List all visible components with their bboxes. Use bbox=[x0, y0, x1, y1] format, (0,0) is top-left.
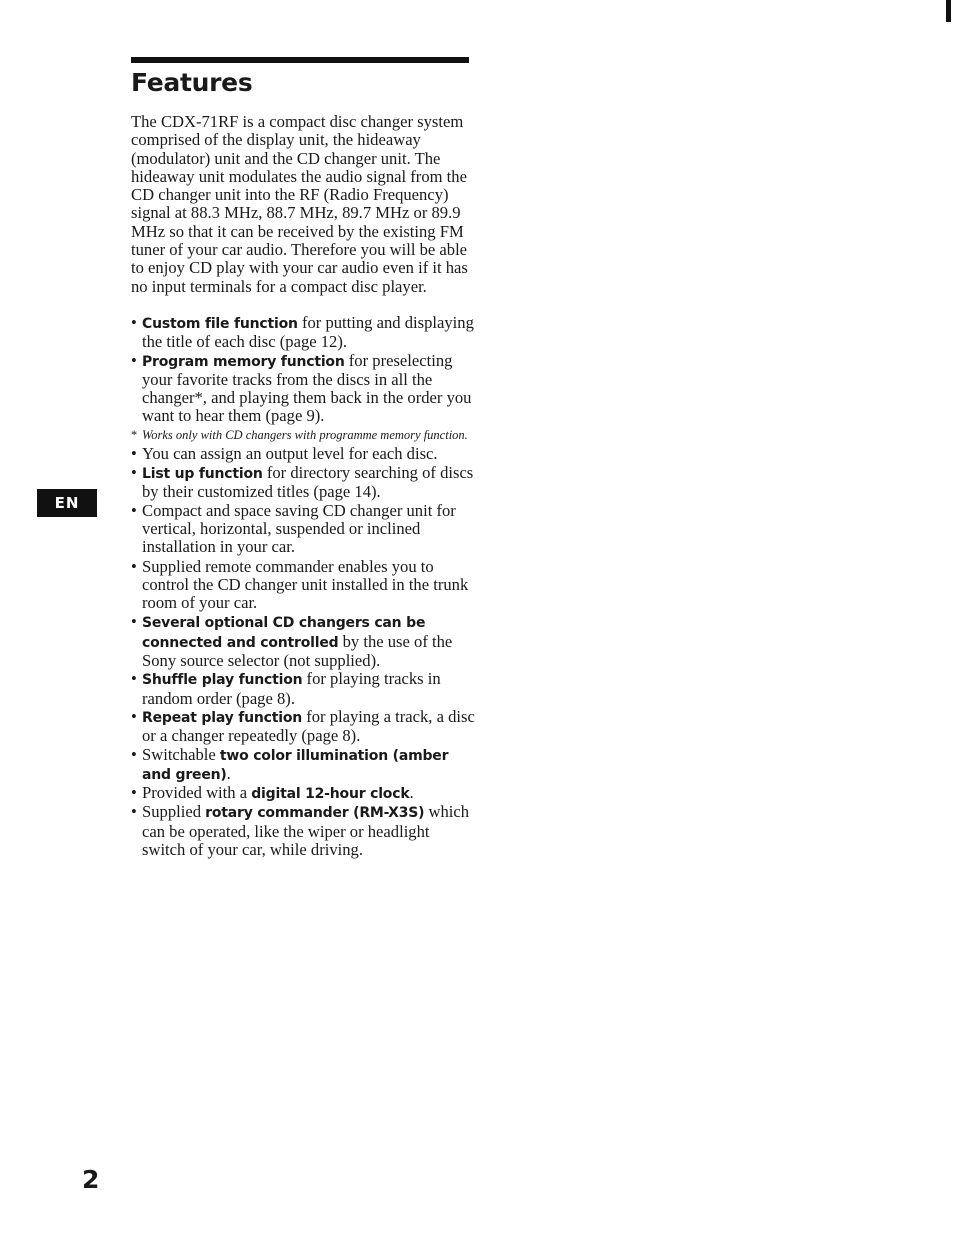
feature-text-pre: Switchable bbox=[142, 744, 220, 764]
feature-text-post: for directory searching of discs by their customized titles (page 14). bbox=[142, 463, 474, 502]
feature-text-pre: Compact and space saving CD changer unit for vertical, horizontal, suspended or inclined installation in your car. bbox=[142, 500, 456, 557]
feature-text-pre: Supplied bbox=[142, 802, 206, 822]
asterisk-icon: * bbox=[131, 427, 138, 442]
footnote-text: Works only with CD changers with programme memory function. bbox=[142, 427, 468, 442]
corner-crop-mark bbox=[946, 0, 951, 22]
bullet-icon: • bbox=[131, 706, 137, 726]
feature-list bbox=[131, 314, 476, 859]
bullet-icon: • bbox=[131, 312, 137, 332]
feature-keyword: digital 12-hour clock bbox=[251, 786, 410, 803]
feature-keyword: rotary commander (RM-X3S) bbox=[205, 805, 425, 822]
feature-keyword: Shuffle play function bbox=[142, 672, 303, 689]
feature-text-pre: You can assign an output level for each disc. bbox=[142, 443, 438, 463]
feature-keyword: List up function bbox=[142, 466, 263, 483]
feature-text-post: for preselecting your favorite tracks from the discs in all the changer*, and playing them back in the order you want to hear them (page 9). bbox=[142, 350, 472, 426]
feature-item bbox=[131, 784, 476, 803]
page-title: Features bbox=[131, 68, 253, 97]
feature-item bbox=[131, 613, 476, 670]
bullet-icon: • bbox=[131, 783, 137, 803]
feature-item bbox=[131, 558, 476, 614]
feature-item bbox=[131, 502, 476, 558]
feature-text-post: for playing a track, a disc or a changer repeatedly (page 8). bbox=[142, 706, 475, 746]
section-rule bbox=[131, 57, 469, 63]
feature-text-post: . bbox=[409, 783, 414, 803]
bullet-icon: • bbox=[131, 744, 137, 764]
feature-item bbox=[131, 445, 476, 464]
language-tab: EN bbox=[37, 489, 97, 517]
feature-text-post: . bbox=[226, 763, 231, 783]
intro-paragraph: The CDX-71RF is a compact disc changer system comprised of the display unit, the hideaway (modulator) unit and the CD changer unit. The hideaway unit modulates the audio signal from the CD changer unit into the RF (Radio Frequency) signal at 88.3 MHz, 88.7 MHz, 89.7 MHz or 89.9 MHz so that it can be received by the existing FM tuner of your car audio. Therefore you will be able to enjoy CD play with your car audio even if it has no input terminals for a compact disc player. bbox=[131, 112, 468, 296]
feature-keyword: Several optional CD changers can be connected and controlled bbox=[142, 615, 426, 651]
feature-item bbox=[131, 352, 476, 426]
bullet-icon: • bbox=[131, 350, 137, 370]
feature-item bbox=[131, 670, 476, 708]
main-content bbox=[131, 113, 476, 859]
bullet-icon: • bbox=[131, 500, 137, 520]
feature-item bbox=[131, 464, 476, 502]
feature-item bbox=[131, 708, 476, 746]
feature-item bbox=[131, 314, 476, 352]
feature-keyword: Program memory function bbox=[142, 353, 345, 370]
bullet-icon: • bbox=[131, 612, 137, 632]
feature-keyword: Custom file function bbox=[142, 315, 298, 332]
footnote bbox=[131, 427, 476, 443]
feature-keyword: Repeat play function bbox=[142, 709, 303, 726]
feature-text-post: for playing tracks in random order (page 8). bbox=[142, 669, 441, 708]
feature-text-post: which can be operated, like the wiper or headlight switch of your car, while driving. bbox=[142, 802, 470, 859]
bullet-icon: • bbox=[131, 669, 137, 689]
page-number: 2 bbox=[82, 1165, 100, 1194]
feature-keyword: two color illumination (amber and green) bbox=[142, 747, 449, 783]
bullet-icon: • bbox=[131, 463, 137, 483]
bullet-icon: • bbox=[131, 556, 137, 576]
bullet-icon: • bbox=[131, 443, 137, 463]
feature-text-pre: Provided with a bbox=[142, 783, 252, 803]
bullet-icon: • bbox=[131, 802, 137, 822]
feature-text-post: by the use of the Sony source selector (not supplied). bbox=[142, 631, 453, 671]
feature-item bbox=[131, 746, 476, 785]
feature-item bbox=[131, 803, 476, 859]
feature-text-pre: Supplied remote commander enables you to control the CD changer unit installed in the trunk room of your car. bbox=[142, 556, 469, 613]
feature-text-post: for putting and displaying the title of each disc (page 12). bbox=[142, 312, 474, 352]
